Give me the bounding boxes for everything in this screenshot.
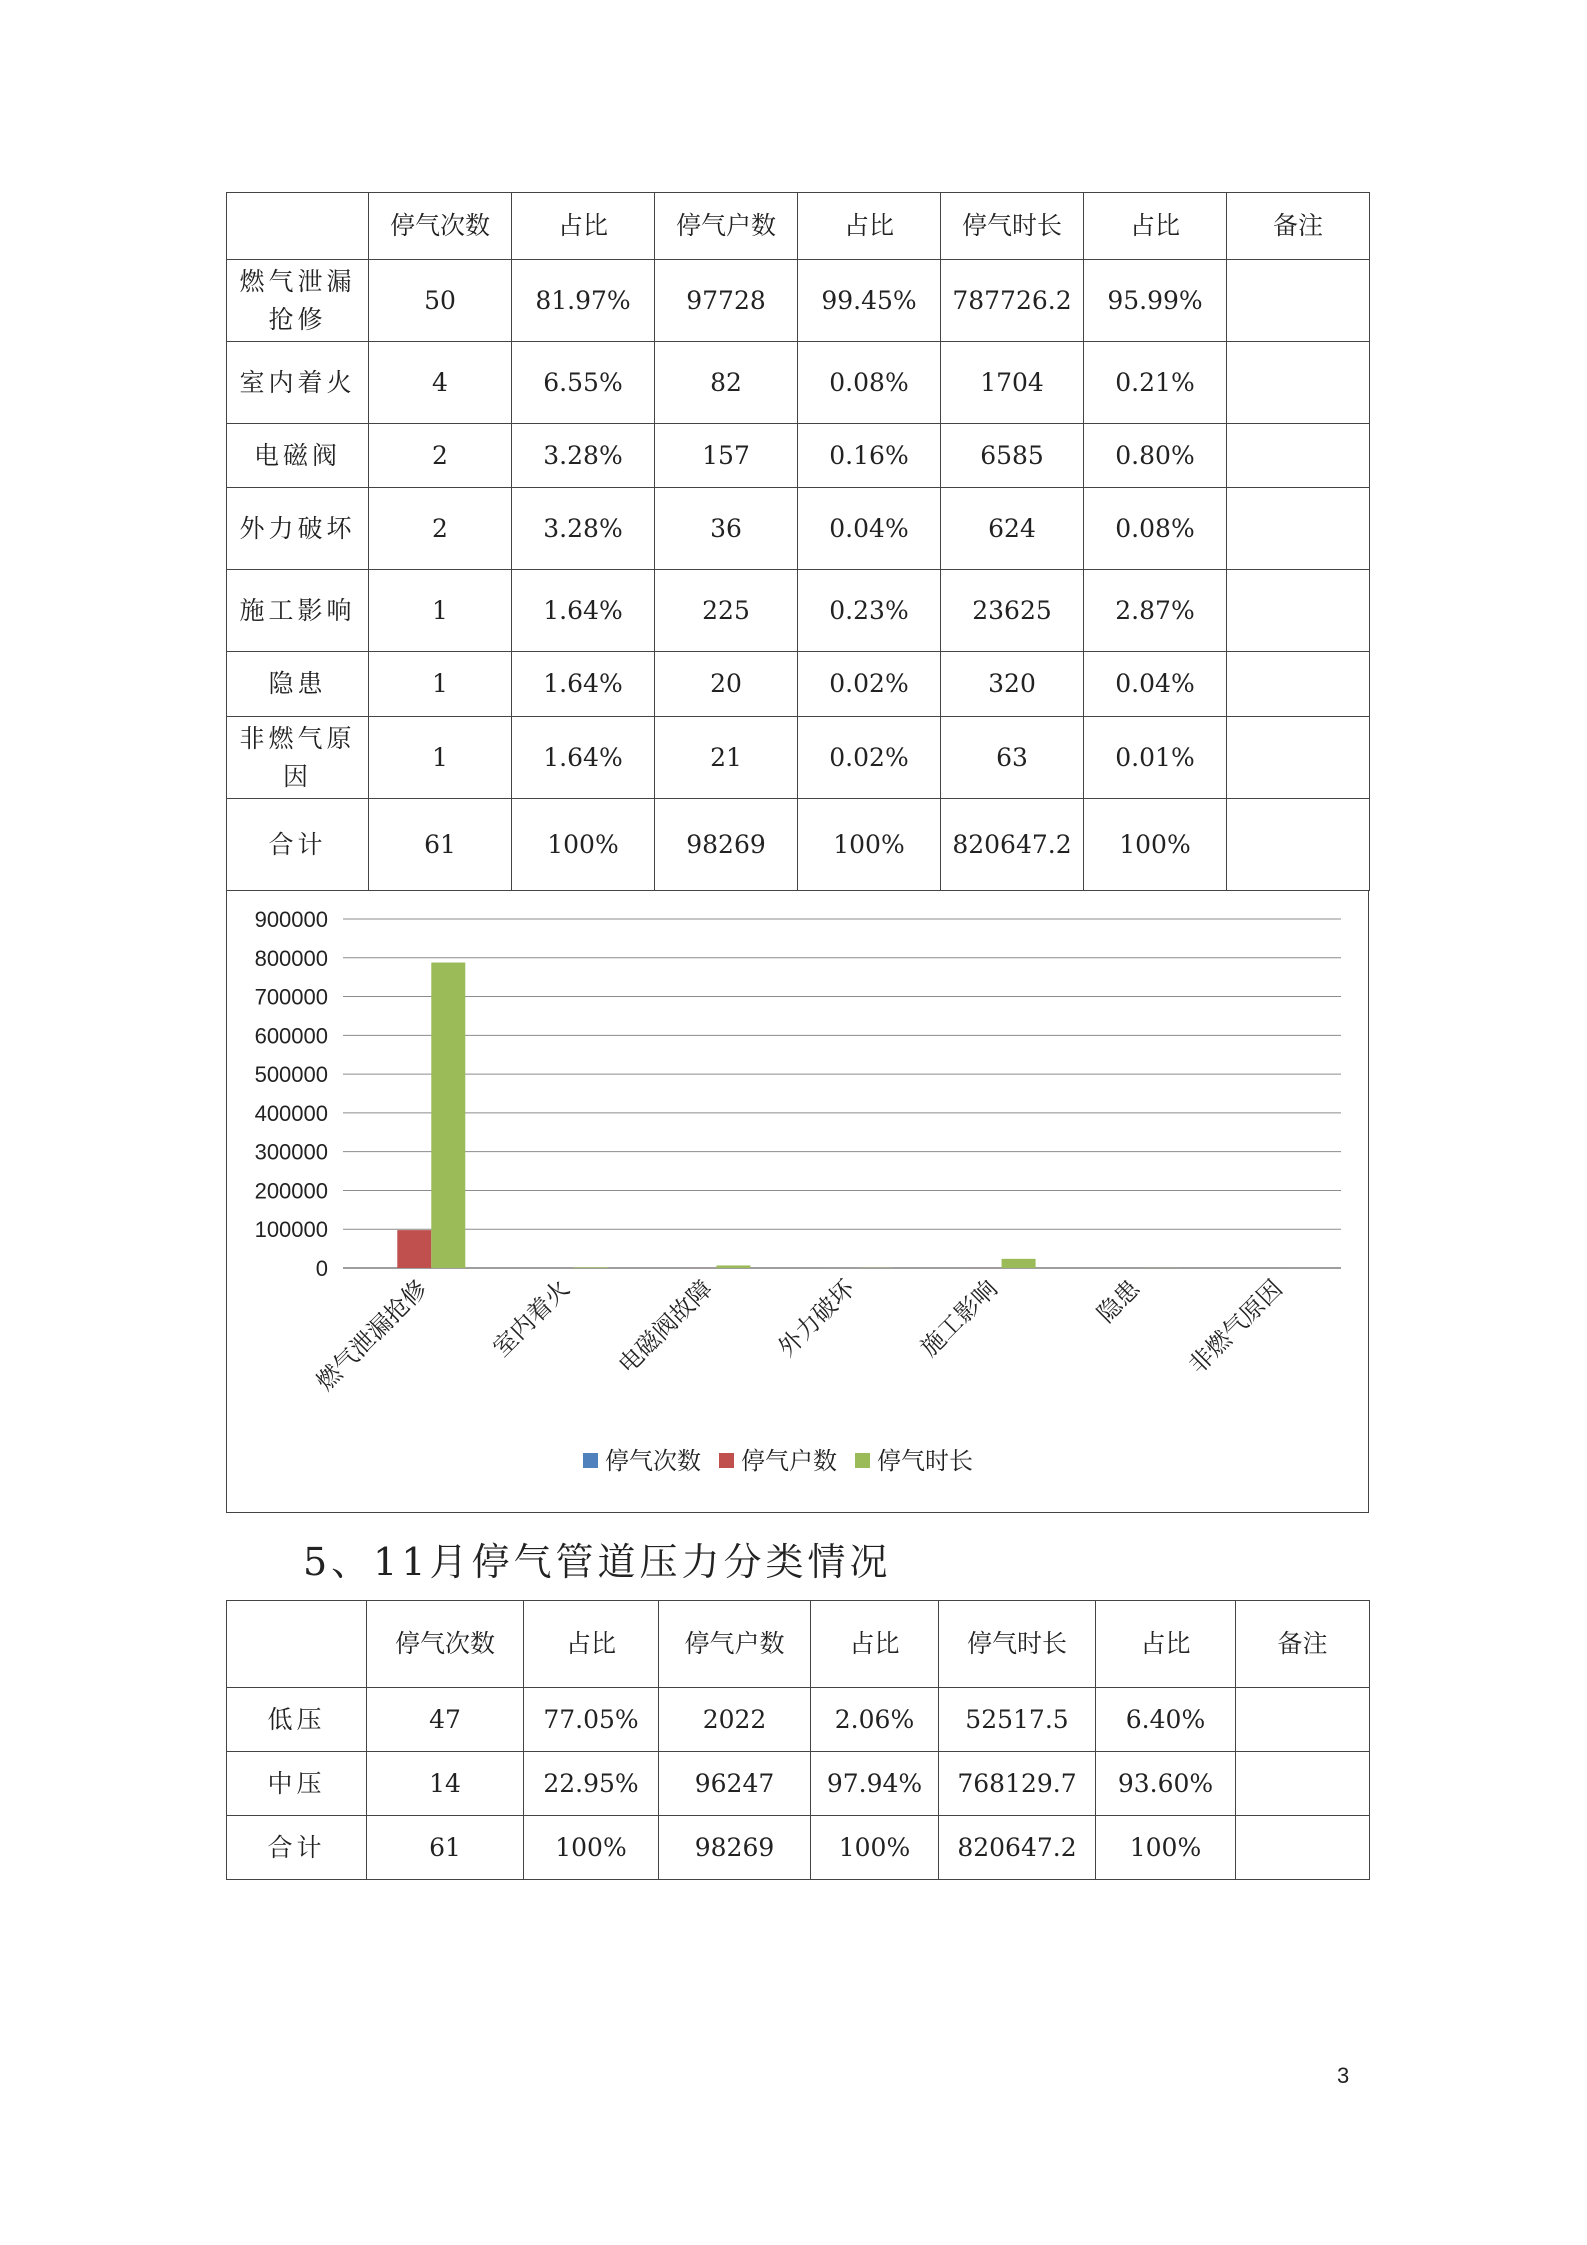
legend-swatch [855, 1453, 870, 1468]
table-cell: 6585 [941, 424, 1084, 488]
table-row [227, 570, 1370, 652]
table-cell: 100% [512, 799, 655, 891]
row-label: 燃气泄漏抢修 [227, 260, 369, 342]
y-tick-label: 500000 [254, 1062, 328, 1088]
table-cell: 97.94% [811, 1752, 939, 1816]
table-cell: 100% [1084, 799, 1227, 891]
table-row [227, 488, 1370, 570]
table-header-row [227, 1601, 1370, 1688]
table-cell: 98269 [659, 1816, 811, 1880]
row-label: 合计 [227, 1816, 367, 1880]
header-cell: 占比 [512, 193, 655, 260]
table-cell: 2 [369, 424, 512, 488]
table-row [227, 260, 1370, 342]
table-cell: 0.16% [798, 424, 941, 488]
legend-label: 停气时长 [877, 1447, 973, 1475]
x-tick-label: 电磁阀故障 [613, 1274, 718, 1380]
table-cell: 0.21% [1084, 342, 1227, 424]
table-cell: 3.28% [512, 424, 655, 488]
row-label: 合计 [227, 799, 369, 891]
table-cell: 225 [655, 570, 798, 652]
table-cell: 1704 [941, 342, 1084, 424]
row-label: 隐患 [227, 652, 369, 717]
header-cell: 停气时长 [941, 193, 1084, 260]
table-cell: 97728 [655, 260, 798, 342]
x-tick-label: 燃气泄漏抢修 [310, 1274, 433, 1397]
y-tick-label: 700000 [254, 984, 328, 1010]
table-row [227, 424, 1370, 488]
table-cell: 82 [655, 342, 798, 424]
table-row [227, 717, 1370, 799]
bar [431, 963, 465, 1268]
header-cell: 备注 [1227, 193, 1370, 260]
pressure-class-table [226, 1600, 1370, 1880]
table-cell: 0.08% [798, 342, 941, 424]
table-cell: 47 [367, 1688, 524, 1752]
table-cell [1227, 570, 1370, 652]
bar [574, 1267, 608, 1268]
table-cell: 2 [369, 488, 512, 570]
table-cell: 1.64% [512, 570, 655, 652]
table-cell: 52517.5 [939, 1688, 1096, 1752]
table-cell: 93.60% [1096, 1752, 1236, 1816]
table-cell: 820647.2 [939, 1816, 1096, 1880]
x-tick-label: 非燃气原因 [1183, 1274, 1288, 1380]
table-cell: 3.28% [512, 488, 655, 570]
table-cell: 157 [655, 424, 798, 488]
bar [1002, 1259, 1036, 1268]
header-cell: 停气时长 [939, 1601, 1096, 1688]
table-total-row [227, 799, 1370, 891]
header-cell: 占比 [1084, 193, 1227, 260]
table-cell: 0.04% [1084, 652, 1227, 717]
table-cell: 4 [369, 342, 512, 424]
header-cell: 占比 [798, 193, 941, 260]
table-cell: 1.64% [512, 717, 655, 799]
table-cell: 98269 [655, 799, 798, 891]
header-cell: 占比 [524, 1601, 659, 1688]
header-cell: 停气户数 [659, 1601, 811, 1688]
outage-cause-table [226, 192, 1370, 891]
header-cell [227, 1601, 367, 1688]
table-cell: 2.87% [1084, 570, 1227, 652]
row-label: 电磁阀 [227, 424, 369, 488]
table-cell: 768129.7 [939, 1752, 1096, 1816]
table-cell: 1 [369, 652, 512, 717]
table-cell: 96247 [659, 1752, 811, 1816]
table-cell: 61 [369, 799, 512, 891]
table-row [227, 1752, 1370, 1816]
table-cell: 6.55% [512, 342, 655, 424]
header-cell [227, 193, 369, 260]
x-tick-label: 室内着火 [487, 1274, 576, 1363]
section-heading: 5、11月停气管道压力分类情况 [303, 1540, 892, 1584]
y-tick-label: 100000 [254, 1217, 328, 1243]
table-cell [1227, 260, 1370, 342]
table-cell: 100% [811, 1816, 939, 1880]
table-cell: 0.08% [1084, 488, 1227, 570]
table-cell: 0.23% [798, 570, 941, 652]
table-cell [1227, 424, 1370, 488]
row-label: 中压 [227, 1752, 367, 1816]
table-cell: 77.05% [524, 1688, 659, 1752]
x-tick-label: 隐患 [1091, 1274, 1146, 1329]
page-number: 3 [1337, 2063, 1350, 2088]
table-cell: 22.95% [524, 1752, 659, 1816]
table-cell [1236, 1688, 1370, 1752]
table-cell: 787726.2 [941, 260, 1084, 342]
table-cell: 95.99% [1084, 260, 1227, 342]
table-cell: 1 [369, 570, 512, 652]
table-cell: 624 [941, 488, 1084, 570]
chart-canvas [227, 891, 1368, 1512]
table-cell: 36 [655, 488, 798, 570]
header-cell: 占比 [811, 1601, 939, 1688]
table-cell: 2022 [659, 1688, 811, 1752]
legend-label: 停气户数 [741, 1447, 837, 1475]
table-cell: 820647.2 [941, 799, 1084, 891]
table-cell [1227, 799, 1370, 891]
row-label: 施工影响 [227, 570, 369, 652]
table-cell: 63 [941, 717, 1084, 799]
y-tick-label: 300000 [254, 1139, 328, 1165]
bar [716, 1265, 750, 1268]
table-cell [1227, 488, 1370, 570]
table-cell: 2.06% [811, 1688, 939, 1752]
row-label: 非燃气原因 [227, 717, 369, 799]
y-tick-label: 0 [315, 1256, 328, 1281]
table-row [227, 652, 1370, 717]
legend-swatch [583, 1453, 598, 1468]
table-cell: 1 [369, 717, 512, 799]
table-cell: 81.97% [512, 260, 655, 342]
table-cell [1236, 1752, 1370, 1816]
table-header-row [227, 193, 1370, 260]
y-tick-label: 200000 [254, 1178, 328, 1204]
row-label: 室内着火 [227, 342, 369, 424]
table-cell: 61 [367, 1816, 524, 1880]
table-cell: 14 [367, 1752, 524, 1816]
table-cell: 0.02% [798, 717, 941, 799]
table-row [227, 342, 1370, 424]
row-label: 低压 [227, 1688, 367, 1752]
x-tick-label: 施工影响 [915, 1274, 1003, 1363]
header-cell: 停气次数 [369, 193, 512, 260]
outage-bar-chart [226, 890, 1369, 1513]
bar [397, 1230, 431, 1268]
table-cell: 0.80% [1084, 424, 1227, 488]
legend-label: 停气次数 [605, 1447, 701, 1475]
table-cell: 50 [369, 260, 512, 342]
table-cell: 100% [798, 799, 941, 891]
table-total-row [227, 1816, 1370, 1880]
header-cell: 停气户数 [655, 193, 798, 260]
table-cell [1227, 342, 1370, 424]
table-cell [1227, 652, 1370, 717]
table-cell: 100% [1096, 1816, 1236, 1880]
table-cell: 320 [941, 652, 1084, 717]
table-cell: 23625 [941, 570, 1084, 652]
table-cell: 0.02% [798, 652, 941, 717]
header-cell: 停气次数 [367, 1601, 524, 1688]
y-tick-label: 800000 [254, 945, 328, 971]
row-label: 外力破坏 [227, 488, 369, 570]
y-tick-label: 600000 [254, 1023, 328, 1049]
table-cell: 6.40% [1096, 1688, 1236, 1752]
table-cell: 0.01% [1084, 717, 1227, 799]
header-cell: 备注 [1236, 1601, 1370, 1688]
table-cell: 0.04% [798, 488, 941, 570]
table-cell: 100% [524, 1816, 659, 1880]
table-cell: 1.64% [512, 652, 655, 717]
table-cell: 99.45% [798, 260, 941, 342]
table-cell: 20 [655, 652, 798, 717]
x-tick-label: 外力破坏 [772, 1274, 861, 1363]
table-cell [1236, 1816, 1370, 1880]
legend-swatch [719, 1453, 734, 1468]
table-row [227, 1688, 1370, 1752]
table-cell [1227, 717, 1370, 799]
header-cell: 占比 [1096, 1601, 1236, 1688]
y-tick-label: 400000 [254, 1100, 328, 1126]
y-tick-label: 900000 [254, 907, 328, 932]
table-cell: 21 [655, 717, 798, 799]
